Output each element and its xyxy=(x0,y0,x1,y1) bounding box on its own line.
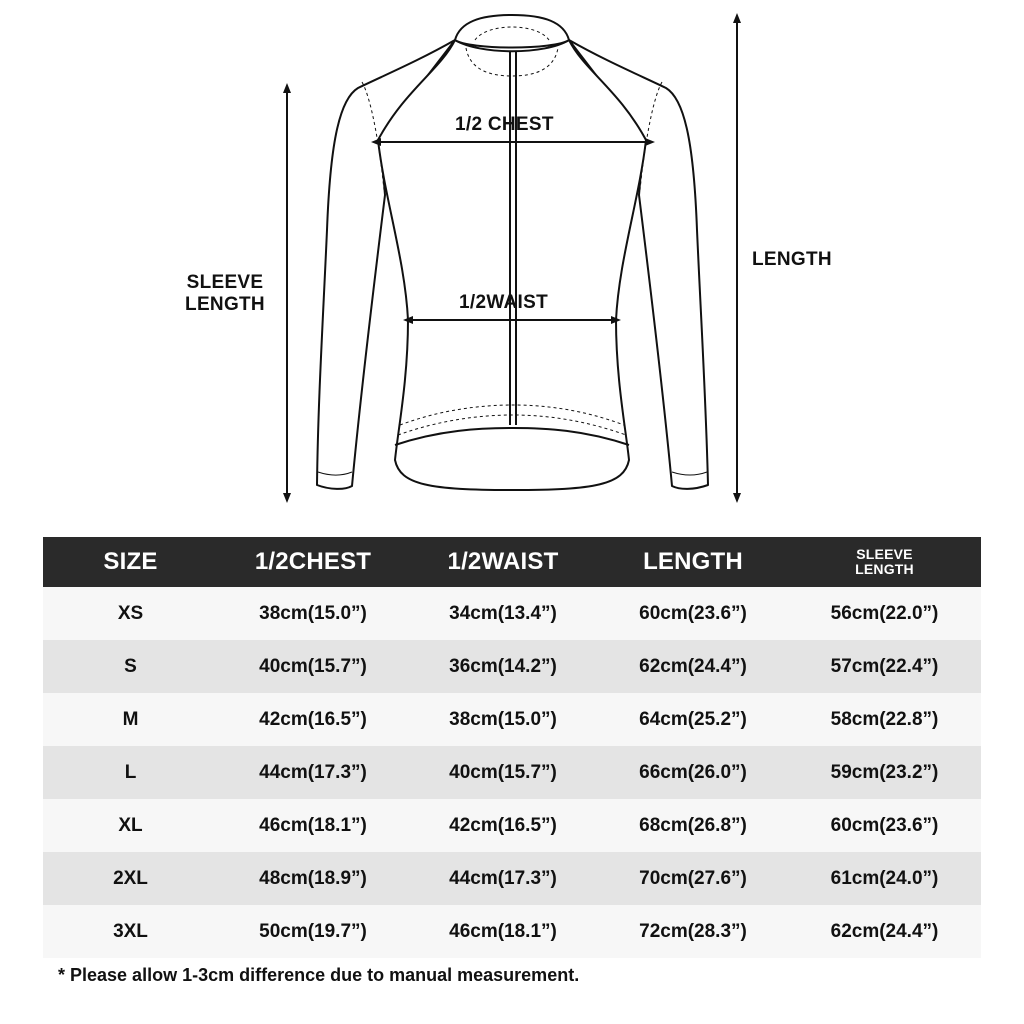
jersey-outline xyxy=(317,15,708,490)
cell-length: 68cm(26.8”) xyxy=(598,799,788,852)
cell-chest: 50cm(19.7”) xyxy=(218,905,408,958)
cell-size: 3XL xyxy=(43,905,218,958)
cell-length: 62cm(24.4”) xyxy=(598,640,788,693)
cell-sleeve: 57cm(22.4”) xyxy=(788,640,981,693)
cell-size: M xyxy=(43,693,218,746)
cell-chest: 38cm(15.0”) xyxy=(218,587,408,640)
sleeve-length-label xyxy=(170,272,280,316)
cell-chest: 48cm(18.9”) xyxy=(218,852,408,905)
chest-label: 1/2 CHEST xyxy=(455,114,554,135)
length-label: LENGTH xyxy=(752,249,832,270)
cell-waist: 42cm(16.5”) xyxy=(408,799,598,852)
cell-sleeve: 58cm(22.8”) xyxy=(788,693,981,746)
cell-chest: 42cm(16.5”) xyxy=(218,693,408,746)
cell-length: 72cm(28.3”) xyxy=(598,905,788,958)
cell-sleeve: 61cm(24.0”) xyxy=(788,852,981,905)
cell-sleeve: 59cm(23.2”) xyxy=(788,746,981,799)
table-row xyxy=(43,905,981,958)
header-sleeve-line1: SLEEVE xyxy=(856,546,913,562)
table-row xyxy=(43,746,981,799)
cell-waist: 44cm(17.3”) xyxy=(408,852,598,905)
cell-size: S xyxy=(43,640,218,693)
cell-length: 66cm(26.0”) xyxy=(598,746,788,799)
cell-sleeve: 60cm(23.6”) xyxy=(788,799,981,852)
cell-size: L xyxy=(43,746,218,799)
cell-waist: 40cm(15.7”) xyxy=(408,746,598,799)
header-waist: 1/2WAIST xyxy=(408,537,598,587)
cell-chest: 40cm(15.7”) xyxy=(218,640,408,693)
cell-length: 64cm(25.2”) xyxy=(598,693,788,746)
table-header-row xyxy=(43,537,981,587)
table-row xyxy=(43,852,981,905)
cell-size: XL xyxy=(43,799,218,852)
cell-length: 70cm(27.6”) xyxy=(598,852,788,905)
cell-waist: 34cm(13.4”) xyxy=(408,587,598,640)
sleeve-label-line1: SLEEVE xyxy=(186,272,264,293)
cell-length: 60cm(23.6”) xyxy=(598,587,788,640)
table-row xyxy=(43,693,981,746)
measurement-note: * Please allow 1-3cm difference due to manual measurement. xyxy=(58,965,580,985)
table-row xyxy=(43,587,981,640)
header-chest: 1/2CHEST xyxy=(218,537,408,587)
sleeve-label-line2: LENGTH xyxy=(185,294,265,315)
header-sleeve-length xyxy=(788,537,981,587)
header-length: LENGTH xyxy=(598,537,788,587)
cell-waist: 36cm(14.2”) xyxy=(408,640,598,693)
cell-size: 2XL xyxy=(43,852,218,905)
cell-waist: 38cm(15.0”) xyxy=(408,693,598,746)
size-chart-table xyxy=(43,537,981,958)
cell-sleeve: 62cm(24.4”) xyxy=(788,905,981,958)
cell-sleeve: 56cm(22.0”) xyxy=(788,587,981,640)
cell-chest: 44cm(17.3”) xyxy=(218,746,408,799)
cell-waist: 46cm(18.1”) xyxy=(408,905,598,958)
waist-label: 1/2WAIST xyxy=(459,292,548,313)
table-row xyxy=(43,799,981,852)
header-size: SIZE xyxy=(43,537,218,587)
table-row xyxy=(43,640,981,693)
cell-size: XS xyxy=(43,587,218,640)
header-sleeve-line2: LENGTH xyxy=(855,561,914,577)
cell-chest: 46cm(18.1”) xyxy=(218,799,408,852)
